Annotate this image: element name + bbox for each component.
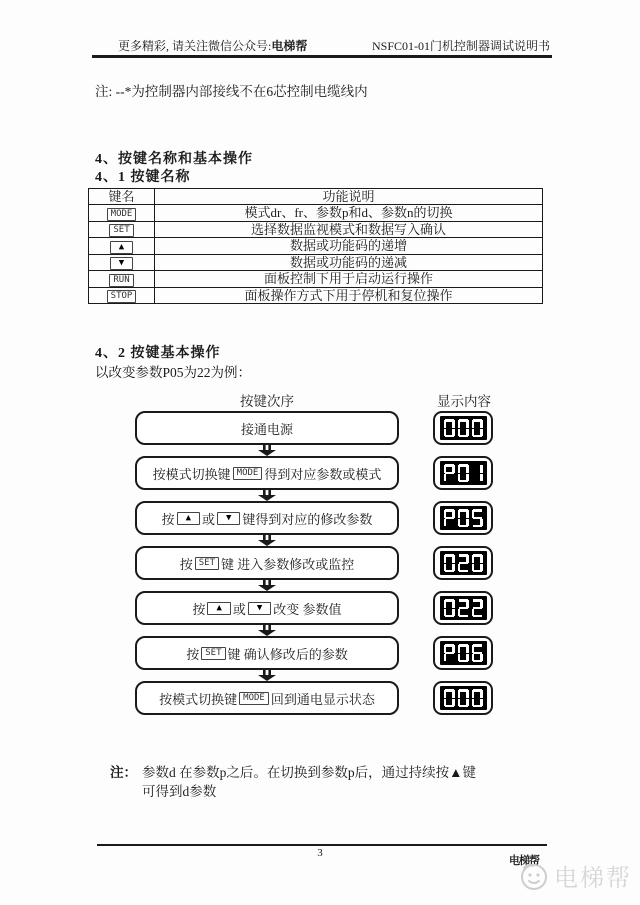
header-wechat-note: 更多精彩, 请关注微信公众号: [118, 39, 272, 53]
display-digit [472, 509, 483, 527]
display-digit [458, 464, 469, 482]
key-cap: ▲ [177, 512, 200, 525]
segment [458, 465, 461, 473]
table-cell-key [89, 205, 155, 222]
header-brand-name: 电梯帮 [271, 39, 308, 53]
display-digit [458, 644, 469, 662]
segment [472, 429, 475, 437]
segment [473, 525, 482, 528]
flow-step-box [135, 546, 399, 580]
key-cap: ▼ [248, 602, 271, 615]
key-cap: SET [195, 557, 219, 570]
flow-column-header-display: 显示内容 [437, 394, 491, 409]
segment [444, 510, 447, 518]
segment [472, 420, 475, 428]
down-arrow-icon [255, 670, 279, 681]
section-4-2-example: 以改变参数P05为22为例： [95, 365, 252, 380]
segment [459, 615, 468, 618]
flow-step-text: 按 [192, 601, 206, 617]
down-arrow-icon [255, 490, 279, 501]
display-screen [440, 641, 487, 665]
flow-step-text: 或 [201, 511, 215, 527]
segment [458, 699, 461, 707]
table-row [89, 254, 543, 271]
display-digit [444, 554, 455, 572]
flow-step-text: 键 进入参数修改或监控 [221, 556, 355, 572]
arrow-connector [135, 670, 399, 681]
segment [466, 645, 469, 653]
smiley-face-icon [518, 860, 550, 892]
key-cap: RUN [109, 274, 133, 287]
flow-step-text: 键 确认修改后的参数 [227, 646, 348, 662]
table-cell-desc: 选择数据监视模式和数据写入确认 [155, 221, 543, 238]
segment [458, 429, 461, 437]
segment [452, 555, 455, 563]
table-header-key: 键名 [89, 189, 155, 205]
table-cell-desc: 数据或功能码的递减 [155, 254, 543, 271]
segment [444, 600, 447, 608]
key-cap: MODE [107, 208, 137, 221]
table-cell-key [89, 254, 155, 271]
flow-step-text: 得到对应参数或模式 [264, 466, 382, 482]
table-cell-key [89, 238, 155, 255]
key-cap: STOP [107, 290, 137, 303]
segment [480, 465, 483, 473]
segment [458, 474, 461, 482]
display-digit [472, 419, 483, 437]
footer-logo-text: 电梯帮 [509, 855, 539, 867]
page-number: 3 [317, 847, 323, 859]
display-digit [472, 689, 483, 707]
seven-segment-display [433, 456, 493, 490]
arrow-connector [135, 535, 399, 546]
display-digit [444, 464, 455, 482]
key-cap: ▲ [207, 602, 230, 615]
arrow-connector [135, 445, 399, 456]
down-arrow-icon [255, 445, 279, 456]
flow-step-text: 按模式切换键 [152, 466, 231, 482]
segment [444, 564, 447, 572]
flow-steps [135, 411, 497, 715]
segment [444, 555, 447, 563]
table-header-row [89, 189, 543, 205]
display-digit [444, 599, 455, 617]
segment [473, 615, 482, 618]
segment [452, 690, 455, 698]
table-cell-desc: 数据或功能码的递增 [155, 238, 543, 255]
segment [459, 570, 468, 573]
display-digit [458, 419, 469, 437]
flow-step [135, 411, 497, 445]
section-4-2-title: 4、2 按键基本操作 [95, 346, 221, 361]
flow-step-text: 接通电源 [240, 421, 293, 437]
section-4-1-title: 4、1 按键名称 [95, 170, 191, 185]
segment [480, 654, 483, 662]
table-row [89, 238, 543, 255]
segment [458, 510, 461, 518]
table-cell-key [89, 287, 155, 304]
flow-step-box [135, 411, 399, 445]
key-cap: SET [109, 224, 133, 237]
segment [452, 600, 455, 608]
display-digit [444, 644, 455, 662]
table-cell-key [89, 221, 155, 238]
segment [466, 510, 469, 518]
key-function-table [88, 188, 543, 304]
segment [480, 420, 483, 428]
segment [472, 555, 475, 563]
segment [466, 690, 469, 698]
flow-step-text: 按模式切换键 [159, 691, 238, 707]
table-cell-desc: 面板控制下用于启动运行操作 [155, 271, 543, 288]
seven-segment-display [433, 546, 493, 580]
display-digit [472, 554, 483, 572]
section-4-title: 4、按键名称和基本操作 [95, 152, 253, 167]
table-row [89, 205, 543, 222]
table-cell-key [89, 271, 155, 288]
seven-segment-display [433, 501, 493, 535]
display-digit [444, 419, 455, 437]
segment [444, 690, 447, 698]
segment [480, 474, 483, 482]
header-document-title: NSFC01-01门机控制器调试说明书 [371, 39, 550, 53]
key-cap: MODE [239, 692, 269, 705]
display-digit [458, 509, 469, 527]
segment [444, 429, 447, 437]
arrow-connector [135, 580, 399, 591]
down-arrow-icon [255, 625, 279, 636]
segment [444, 645, 447, 653]
bottom-note-line2: 可得到d参数 [142, 784, 217, 799]
display-digit [444, 509, 455, 527]
bottom-note [110, 763, 532, 801]
seven-segment-display [433, 591, 493, 625]
flow-step-text: 或 [232, 601, 246, 617]
seven-segment-display [433, 411, 493, 445]
display-digit [458, 554, 469, 572]
flow-step [135, 681, 497, 715]
display-digit [444, 689, 455, 707]
flow-step-box [135, 636, 399, 670]
segment [444, 420, 447, 428]
key-cap: ▲ [110, 241, 133, 254]
flow-step-text: 键得到对应的修改参数 [242, 511, 373, 527]
display-screen [440, 596, 487, 620]
flow-column-header-keys: 按键次序 [240, 394, 294, 409]
flow-step [135, 456, 497, 490]
display-digit [472, 644, 483, 662]
flow-step-text: 按 [186, 646, 200, 662]
wiring-note: 注: --*为控制器内部接线不在6芯控制电缆线内 [95, 84, 368, 99]
segment [444, 465, 447, 473]
flow-step [135, 546, 497, 580]
segment [480, 555, 483, 563]
down-arrow-icon [255, 535, 279, 546]
table-row [89, 271, 543, 288]
segment [466, 420, 469, 428]
footer-divider [97, 844, 547, 846]
display-screen [440, 686, 487, 710]
flow-step-box [135, 681, 399, 715]
bottom-note-line1: 参数d 在参数p之后。在切换到参数p后，通过持续按▲键 [142, 765, 476, 780]
header-divider [92, 55, 552, 58]
key-cap: MODE [233, 467, 263, 480]
key-cap: ▼ [110, 257, 133, 270]
table-cell-desc: 模式dr、fr、参数p和d、参数n的切换 [155, 205, 543, 222]
key-table-body [89, 189, 543, 304]
segment [452, 420, 455, 428]
flow-step [135, 636, 497, 670]
arrow-connector [135, 490, 399, 501]
segment [458, 645, 461, 653]
flow-step-box [135, 501, 399, 535]
flow-step-text: 改变 参数值 [273, 601, 342, 617]
segment [480, 690, 483, 698]
segment [472, 690, 475, 698]
flow-step-text: 回到通电显示状态 [270, 691, 375, 707]
segment [444, 519, 447, 527]
display-digit [472, 599, 483, 617]
table-cell-desc: 面板操作方式下用于停机和复位操作 [155, 287, 543, 304]
table-header-desc: 功能说明 [155, 189, 543, 205]
watermark-text: 电梯帮 [554, 865, 632, 892]
key-cap: ▼ [217, 512, 240, 525]
table-row [89, 221, 543, 238]
display-screen [440, 506, 487, 530]
bottom-note-label: 注： [110, 765, 137, 780]
flow-step [135, 591, 497, 625]
display-digit [458, 599, 469, 617]
table-row [89, 287, 543, 304]
display-screen [440, 461, 487, 485]
flow-step [135, 501, 497, 535]
segment [444, 474, 447, 482]
segment [466, 465, 469, 473]
seven-segment-display [433, 681, 493, 715]
key-cap: SET [201, 647, 225, 660]
segment [444, 609, 447, 617]
segment [444, 699, 447, 707]
header-left-text [118, 37, 307, 54]
flow-step-box [135, 456, 399, 490]
segment [458, 420, 461, 428]
segment [458, 690, 461, 698]
display-digit [472, 464, 483, 482]
segment [458, 519, 461, 527]
segment [472, 564, 475, 572]
bottom-note-text [142, 763, 532, 801]
flow-step-box [135, 591, 399, 625]
display-screen [440, 551, 487, 575]
flow-step-text: 按 [161, 511, 175, 527]
display-digit [458, 689, 469, 707]
watermark [518, 858, 632, 893]
segment [458, 654, 461, 662]
display-screen [440, 416, 487, 440]
seven-segment-display [433, 636, 493, 670]
flow-step-text: 按 [179, 556, 193, 572]
segment [472, 699, 475, 707]
segment [444, 654, 447, 662]
arrow-connector [135, 625, 399, 636]
down-arrow-icon [255, 580, 279, 591]
